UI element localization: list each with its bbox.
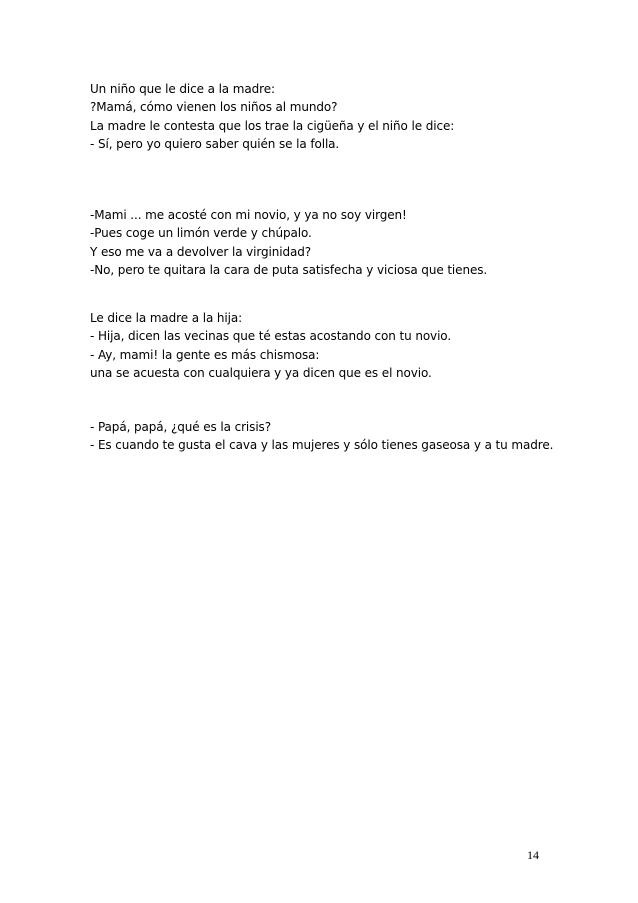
text-line: una se acuesta con cualquiera y ya dicen que es el novio.: [90, 366, 432, 381]
text-line: Un niño que le dice a la madre:: [90, 82, 275, 96]
text-line: -No, pero te quitara la cara de puta satisfecha y viciosa que tienes.: [90, 263, 488, 278]
text-line: La madre le contesta que los trae la cigüeña y el niño le dice:: [90, 118, 455, 133]
joke-paragraph-2: [90, 206, 570, 280]
text-line: - Ay, mami! la gente es más chismosa:: [90, 347, 320, 362]
text-line: - Papá, papá, ¿qué es la crisis?: [90, 420, 271, 434]
joke-paragraph-4: [90, 418, 570, 455]
text-line: Le dice la madre a la hija:: [90, 311, 243, 325]
text-line: - Sí, pero yo quiero saber quién se la folla.: [90, 137, 340, 152]
text-line: - Es cuando te gusta el cava y las mujeres y sólo tienes gaseosa y a tu madre.: [90, 438, 554, 453]
joke-paragraph-1: [90, 80, 570, 154]
text-line: Y eso me va a devolver la virginidad?: [90, 244, 312, 259]
text-line: -Mami ... me acosté con mi novio, y ya no soy virgen!: [90, 208, 407, 222]
joke-paragraph-3: [90, 309, 570, 383]
text-line: - Hija, dicen las vecinas que té estas acostando con tu novio.: [90, 329, 452, 344]
text-line: -Pues coge un limón verde y chúpalo.: [90, 226, 312, 241]
page-number: 14: [527, 848, 539, 862]
text-line: ?Mamá, cómo vienen los niños al mundo?: [90, 100, 338, 115]
